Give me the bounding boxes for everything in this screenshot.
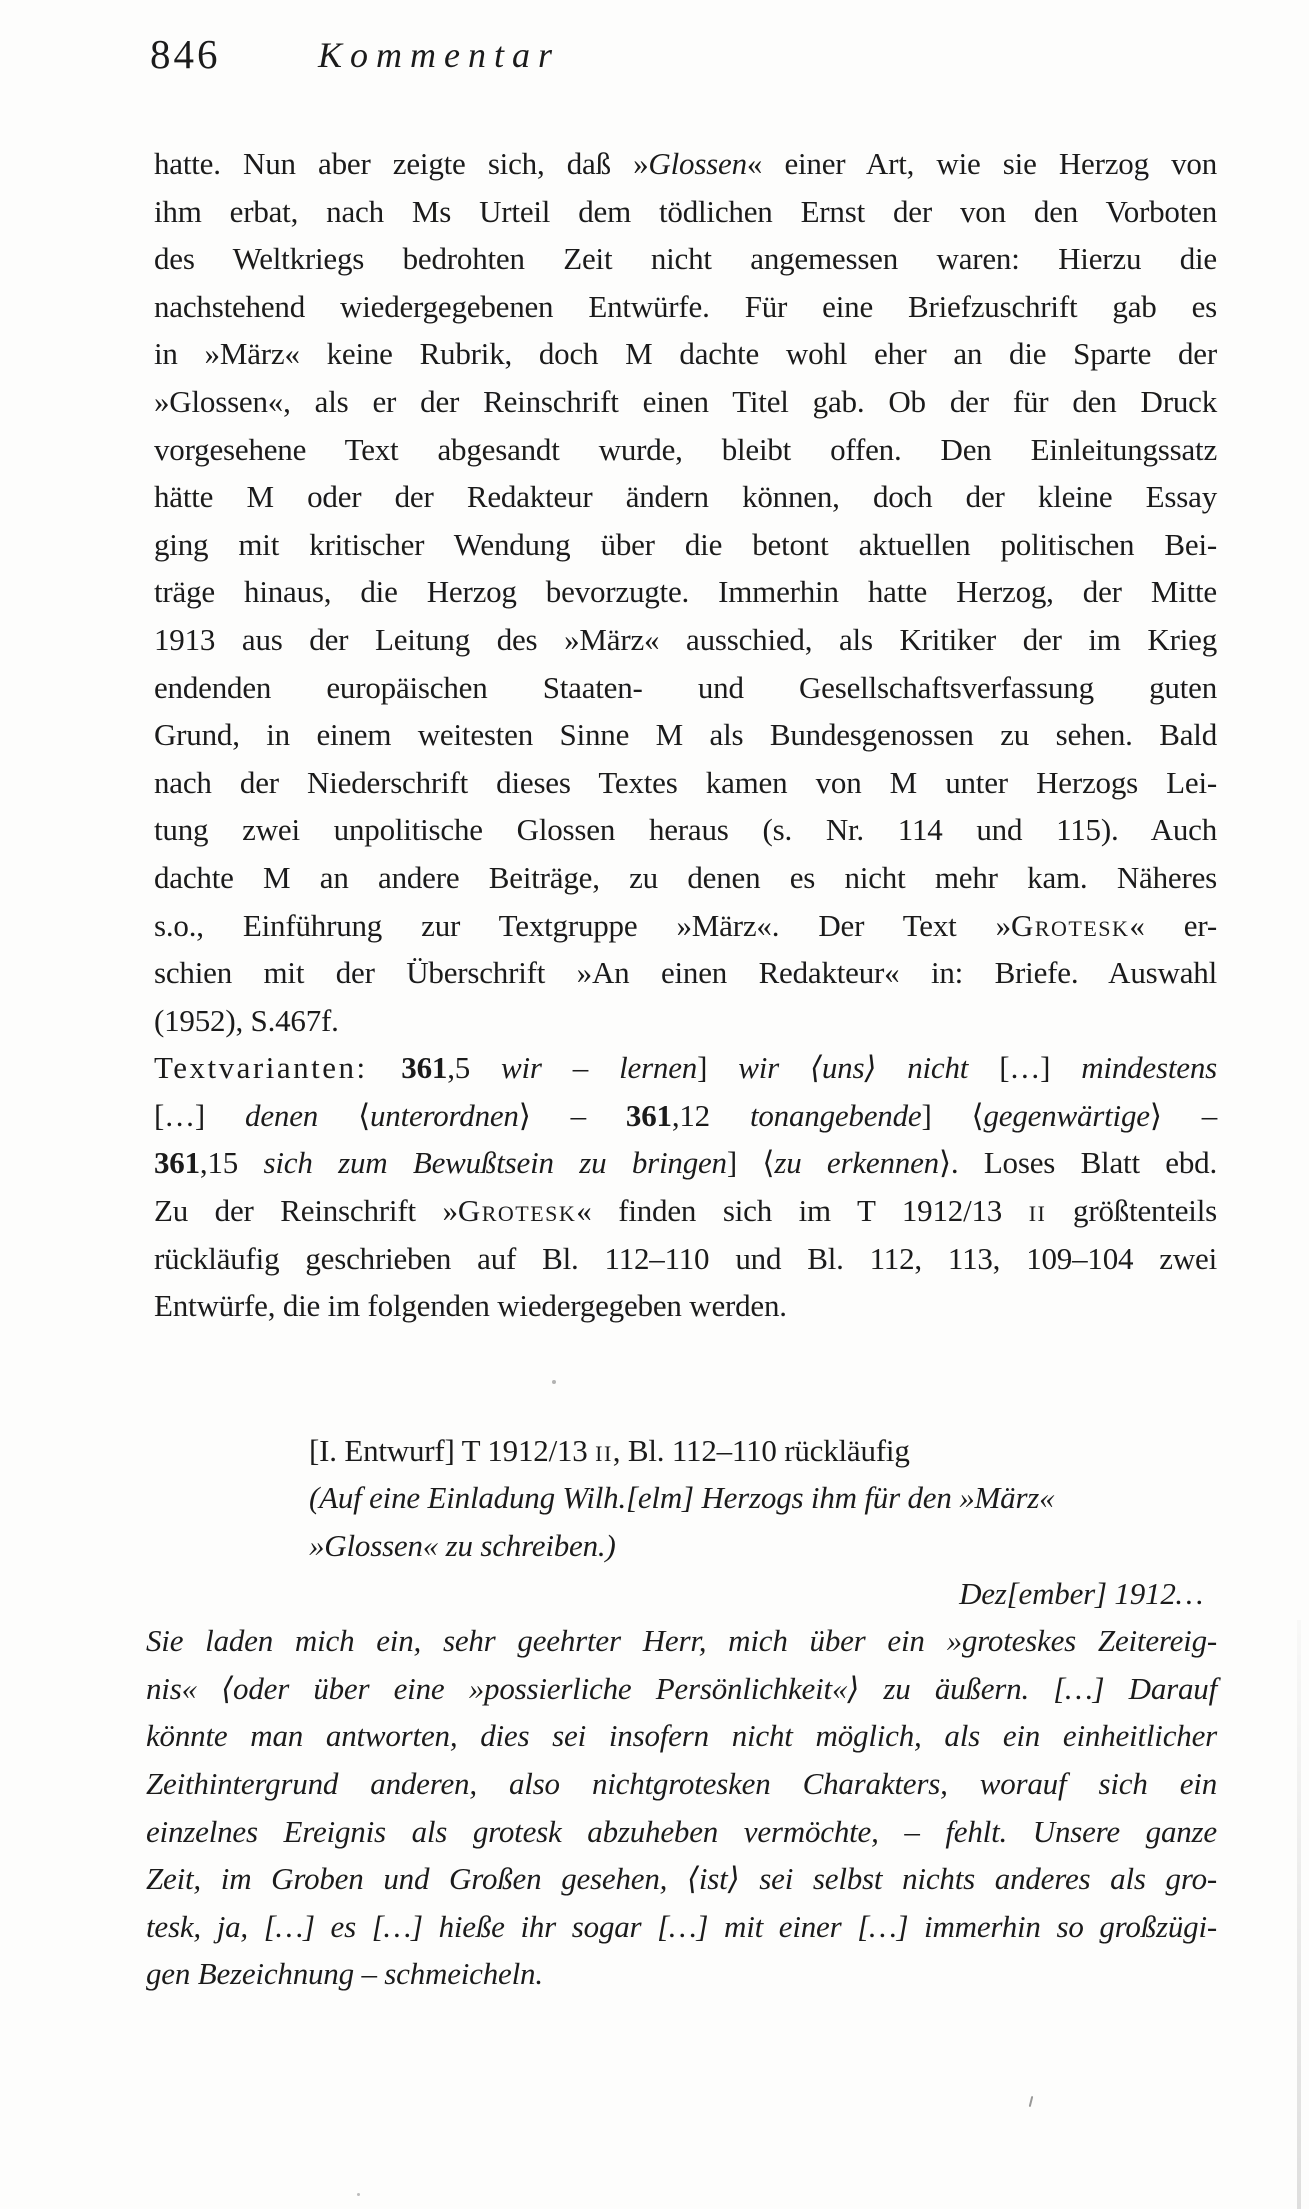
text-segment: tesk, ja, […] es […] hieße ihr sogar […] mit einer […] immerhin so großzügi- (146, 1908, 1217, 1944)
text-line (309, 1570, 1217, 1618)
text-segment: unterordnen (369, 1097, 519, 1133)
text-segment: vorgesehene Text abgesandt wurde, bleibt offen. Den Einleitungssatz (154, 431, 1217, 467)
text-segment: wir ⟨uns⟩ nicht (738, 1050, 969, 1086)
text-line (154, 711, 1217, 759)
text-segment: endenden europäischen Staaten- und Gesellschaftsverfassung guten (154, 669, 1217, 705)
text-segment: lernen (619, 1050, 698, 1086)
text-line (154, 949, 1217, 997)
text-line (154, 378, 1217, 426)
text-segment: ihm erbat, nach Ms Urteil dem tödlichen Ernst der von den Vorboten (154, 193, 1217, 229)
text-segment: Textvarianten: (154, 1050, 402, 1086)
scan-scratch (1029, 2096, 1034, 2107)
text-segment: [I. Entwurf] T 1912/13 (309, 1432, 596, 1468)
text-segment: 361 (625, 1097, 672, 1133)
text-line (146, 1665, 1217, 1713)
scan-speck (357, 2193, 360, 2196)
text-segment: Dez[ember] 1912… (959, 1575, 1203, 1611)
text-segment: tonangebende (749, 1097, 922, 1133)
text-segment: in »März« keine Rubrik, doch M dachte wohl eher an die Sparte der (154, 336, 1217, 372)
text-line (309, 1474, 1217, 1522)
text-segment: (Auf eine Einladung Wilh.[elm] Herzogs ihm für den »März« (309, 1480, 1055, 1516)
text-segment: größtenteils (1046, 1193, 1217, 1229)
text-segment: Zu der Reinschrift » (154, 1193, 458, 1229)
text-segment: nis« ⟨oder über eine »possierliche Persönlichkeit«⟩ zu äußern. […] Darauf (146, 1670, 1217, 1706)
text-segment: Grund, in einem weitesten Sinne M als Bundesgenossen zu sehen. Bald (154, 717, 1217, 753)
text-line (154, 235, 1217, 283)
text-line (146, 1950, 1217, 1998)
text-segment: gegenwärtige (983, 1097, 1150, 1133)
text-segment: ⟩ – (518, 1097, 626, 1133)
text-segment: dachte M an andere Beiträge, zu denen es nicht mehr kam. Näheres (154, 859, 1217, 895)
text-segment: einzelnes Ereignis als grotesk abzuheben vermöchte, – fehlt. Unsere ganze (146, 1813, 1217, 1849)
text-segment: ] ⟨ (921, 1097, 984, 1133)
text-segment: Zeithintergrund anderen, also nichtgrotesken Charakters, worauf sich ein (146, 1766, 1217, 1801)
text-segment: […] (968, 1050, 1082, 1086)
textvarianten-paragraph (154, 1044, 1217, 1330)
text-segment: »Glossen« zu schreiben.) (309, 1528, 616, 1564)
text-segment: rückläufig geschrieben auf Bl. 112–110 und Bl. 112, 113, 109–104 zwei (154, 1240, 1217, 1276)
draft-quote-paragraph (146, 1617, 1217, 1998)
text-segment: « einer Art, wie sie Herzog von (746, 146, 1218, 181)
text-segment: Zeit, im Groben und Großen gesehen, ⟨ist⟩ sei selbst nichts anderes als gro- (146, 1861, 1217, 1897)
text-line (154, 330, 1217, 378)
text-line (146, 1712, 1217, 1760)
text-line (154, 1044, 1217, 1092)
text-segment: träge hinaus, die Herzog bevorzugte. Immerhin hatte Herzog, der Mitte (154, 574, 1217, 610)
text-line (154, 1187, 1217, 1235)
commentary-paragraph (154, 140, 1217, 1044)
text-segment: nach der Niederschrift dieses Textes kamen von M unter Herzogs Lei- (154, 764, 1217, 800)
text-line (146, 1903, 1217, 1951)
text-line (154, 473, 1217, 521)
text-segment: ] (697, 1050, 739, 1086)
text-segment: Sie laden mich ein, sehr geehrter Herr, mich über ein »groteskes Zeitereig- (146, 1623, 1217, 1659)
text-segment: 361 (154, 1145, 200, 1181)
text-segment: ⟨ (318, 1097, 370, 1133)
text-segment: ] ⟨ (726, 1145, 775, 1181)
text-line (154, 854, 1217, 902)
text-segment: ging mit kritischer Wendung über die betont aktuellen politischen Bei- (154, 526, 1217, 562)
text-segment: 1913 aus der Leitung des »März« ausschied, als Kritiker der im Krieg (154, 621, 1217, 657)
text-line (146, 1760, 1217, 1808)
text-line (154, 759, 1217, 807)
text-line (154, 1092, 1217, 1140)
text-flow (146, 140, 1218, 1998)
text-line (154, 283, 1217, 331)
text-segment: mindestens (1081, 1050, 1217, 1086)
text-segment: 361 (401, 1050, 448, 1086)
text-segment: ⟩ – (1149, 1097, 1218, 1133)
text-line (309, 1427, 1217, 1475)
text-segment: tung zwei unpolitische Glossen heraus (s. Nr. 114 und 115). Auch (154, 812, 1217, 848)
text-segment: Entwürfe, die im folgenden wiedergegeben werden. (154, 1288, 787, 1324)
text-line (154, 664, 1217, 712)
text-segment: « er- (1129, 907, 1217, 943)
text-segment: Grotesk (1010, 907, 1130, 943)
text-segment: « finden sich im T 1912/13 (576, 1193, 1029, 1229)
text-segment: ,5 (447, 1050, 502, 1086)
text-line (154, 521, 1217, 569)
text-line (154, 140, 1217, 188)
page-number: 846 (150, 31, 221, 77)
text-line (154, 902, 1217, 950)
text-line (154, 426, 1217, 474)
text-line (146, 1617, 1217, 1665)
text-segment: hätte M oder der Redakteur ändern können, doch der kleine Essay (154, 479, 1217, 515)
text-line (154, 1139, 1217, 1187)
text-line (146, 1808, 1217, 1856)
text-segment: Glossen (648, 146, 747, 181)
text-segment: ii (1028, 1193, 1047, 1229)
text-line (154, 568, 1217, 616)
text-segment: (1952), S.467f. (154, 1002, 339, 1038)
text-line (309, 1522, 1217, 1570)
text-segment: wir (501, 1050, 542, 1086)
text-segment: ,12 (671, 1097, 750, 1133)
text-segment: »Glossen«, als er der Reinschrift einen Titel gab. Ob der für den Druck (154, 383, 1217, 419)
entwurf-heading-block (309, 1427, 1217, 1617)
text-segment: ii (595, 1432, 613, 1468)
text-segment: Grotesk (457, 1193, 577, 1229)
text-segment: ⟩. Loses Blatt ebd. (938, 1145, 1218, 1181)
text-line (154, 1235, 1217, 1283)
text-segment: […] (154, 1097, 246, 1133)
text-line (154, 997, 1217, 1045)
scan-speck (552, 1380, 556, 1384)
text-segment: hatte. Nun aber zeigte sich, daß » (154, 146, 649, 181)
text-line (154, 806, 1217, 854)
running-head: Kommentar (318, 35, 560, 75)
text-segment: nachstehend wiedergegebenen Entwürfe. Für eine Briefzuschrift gab es (154, 288, 1217, 324)
text-segment: s.o., Einführung zur Textgruppe »März«. Der Text » (154, 907, 1011, 943)
text-segment: denen (245, 1097, 319, 1133)
text-line (154, 616, 1217, 664)
text-line (154, 1282, 1217, 1330)
text-segment: zu erkennen (774, 1145, 939, 1181)
text-segment: sich zum Bewußtsein zu bringen (263, 1145, 727, 1181)
text-segment: des Weltkriegs bedrohten Zeit nicht angemessen waren: Hierzu die (154, 241, 1217, 277)
scan-edge-shadow (1297, 1620, 1301, 2209)
text-segment: schien mit der Überschrift »An einen Redakteur« in: Briefe. Auswahl (154, 955, 1217, 991)
text-line (146, 1855, 1217, 1903)
text-segment: könnte man antworten, dies sei insofern nicht möglich, als ein einheitlicher (146, 1718, 1217, 1754)
text-segment: ,15 (199, 1145, 264, 1181)
text-segment: – (541, 1050, 620, 1086)
text-segment: gen Bezeichnung – schmeicheln. (146, 1956, 543, 1992)
text-line (154, 188, 1217, 236)
text-segment: , Bl. 112–110 rückläufig (612, 1432, 910, 1468)
